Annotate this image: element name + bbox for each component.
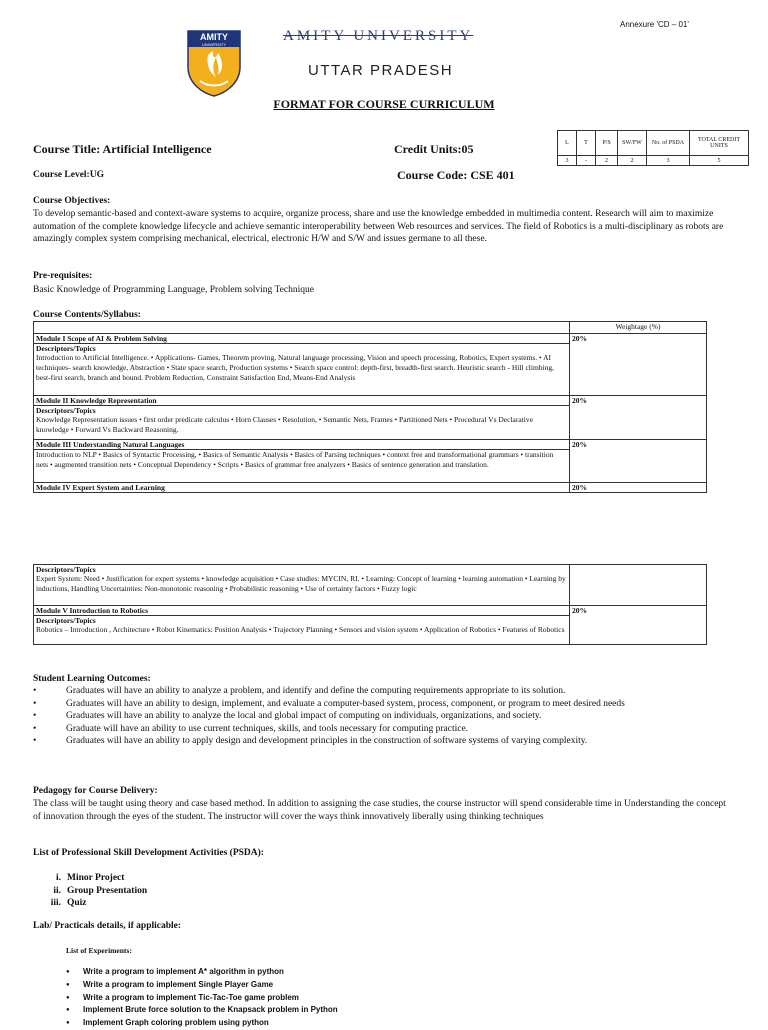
logo-text-top: AMITY bbox=[200, 32, 228, 42]
module-descriptors bbox=[34, 616, 570, 645]
module-weight: 20% bbox=[570, 440, 707, 483]
experiment-item: ● Implement Graph coloring problem using python bbox=[66, 1017, 338, 1030]
module-descriptors bbox=[34, 406, 570, 440]
credit-value: - bbox=[577, 156, 596, 166]
module-title: Module II Knowledge Representation bbox=[34, 396, 570, 406]
lab-subheading: List of Experiments: bbox=[66, 946, 132, 955]
syllabus-blank-cell bbox=[34, 322, 570, 334]
module-title: Module IV Expert System and Learning bbox=[34, 483, 570, 493]
module-topics: Expert System: Need • Justification for expert systems • knowledge acquisition • Case studies: MYCIN, RI. • Learning: Concept of learning • learning automation • Learning by inductions, Handling Uncertainties: Non-monotonic reasoning • Probabilistic reasoning • Use of certainty factors • Fuzzy logic bbox=[36, 574, 566, 593]
module-weight: 20% bbox=[570, 334, 707, 396]
syllabus-table-part2 bbox=[33, 564, 707, 645]
psda-item: i. Minor Project bbox=[55, 873, 125, 883]
outcome-item: • Graduates will have an ability to design, implement, and evaluate a computer-based system, process, component, or program to meet desired needs bbox=[33, 698, 743, 711]
credit-value: 2 bbox=[596, 156, 618, 166]
pedagogy-text: The class will be taught using theory and case based method. In addition to assigning the case studies, the course instructor will spend considerable time in Understanding the concept of innovation through the eyes of the student. The instructor will cover the ways think innovatively liberally using thinking techniques bbox=[33, 799, 726, 822]
descriptors-label: Descriptors/Topics bbox=[36, 344, 96, 353]
psda-list bbox=[33, 872, 147, 910]
annexure-label: Annexure 'CD – 01' bbox=[620, 20, 689, 29]
syllabus-blank-cell bbox=[570, 565, 707, 606]
syllabus-table-part1 bbox=[33, 321, 707, 493]
module-title: Module V Introduction to Robotics bbox=[34, 606, 570, 616]
experiment-item: ● Write a program to implement Single Player Game bbox=[66, 979, 338, 992]
module-topics: Robotics – Introduction , Architecture • Robot Kinematics: Position Analysis • Trajectory Planning • Sensors and vision system • Application of Robotics • Features of Robotics bbox=[36, 625, 565, 634]
module-weight: 20% bbox=[570, 606, 707, 645]
psda-item: iii. Quiz bbox=[50, 898, 87, 908]
module-title: Module III Understanding Natural Languages bbox=[34, 440, 570, 450]
module-descriptors bbox=[34, 344, 570, 396]
experiment-item: ● Write a program to implement A* algorithm in python bbox=[66, 966, 338, 979]
course-code: Course Code: CSE 401 bbox=[397, 168, 515, 182]
pedagogy-heading: Pedagogy for Course Delivery: bbox=[33, 786, 158, 796]
outcome-item: • Graduates will have an ability to analyze the local and global impact of computing on individuals, organizations, and society. bbox=[33, 710, 743, 723]
university-logo bbox=[186, 29, 242, 97]
format-title: FORMAT FOR COURSE CURRICULUM bbox=[273, 97, 495, 111]
experiments-list bbox=[66, 966, 338, 1030]
logo-text-sub: UNIVERSITY bbox=[201, 42, 226, 47]
prereq-text: Basic Knowledge of Programming Language, Problem solving Technique bbox=[33, 285, 314, 295]
module-descriptors bbox=[34, 450, 570, 483]
credit-header: L bbox=[558, 131, 577, 156]
module-weight: 20% bbox=[570, 483, 707, 493]
credit-units: Credit Units:05 bbox=[394, 142, 474, 156]
credit-value: 3 bbox=[647, 156, 690, 166]
course-level: Course Level:UG bbox=[33, 170, 104, 180]
outcomes-heading: Student Learning Outcomes: bbox=[33, 674, 151, 684]
module-topics: Introduction to NLP • Basics of Syntactic Processing, • Basics of Semantic Analysis • Basics of Parsing techniques • context free and transformational grammars • transition nets • augmented transition nets • Conceptual Dependency • Scripts • Basics of grammar free analyzers • Basics of sentence generation and translation. bbox=[36, 450, 554, 469]
credit-header: P/S bbox=[596, 131, 618, 156]
outcome-item: • Graduates will have an ability to analyze a problem, and identify and define the computing requirements appropriate to its solution. bbox=[33, 685, 743, 698]
credit-header: TOTAL CREDIT UNITS bbox=[690, 131, 749, 156]
psda-item: ii. Group Presentation bbox=[53, 885, 148, 896]
outcome-item: • Graduate will have an ability to use current techniques, skills, and tools necessary for computing practice. bbox=[33, 723, 743, 736]
experiment-item: ● Write a program to implement Tic-Tac-Toe game problem bbox=[66, 992, 338, 1005]
outcomes-list bbox=[33, 685, 743, 748]
credit-table bbox=[557, 130, 749, 166]
outcome-item: • Graduates will have an ability to apply design and development principles in the construction of software systems of varying complexity. bbox=[33, 735, 743, 748]
syllabus-heading: Course Contents/Syllabus: bbox=[33, 310, 141, 320]
experiment-item: ● Implement Brute force solution to the Knapsack problem in Python bbox=[66, 1004, 338, 1017]
weightage-header: Weightage (%) bbox=[570, 322, 707, 334]
descriptors-label: Descriptors/Topics bbox=[36, 565, 96, 574]
module-weight: 20% bbox=[570, 396, 707, 440]
objectives-text: To develop semantic-based and context-aware systems to acquire, organize process, share and use the knowledge embedded in multimedia content. Research will aim to maximize automation of the complete knowledge lifecycle and achieve semantic interoperability between Web resources and services. The field of Robotics is a multi-disciplinary as robots are amazingly complex system comprising mechanical, electrical, electronic H/W and S/W and issues germane to all these. bbox=[33, 209, 724, 244]
credit-value: 2 bbox=[618, 156, 647, 166]
credit-value: 3 bbox=[558, 156, 577, 166]
credit-value: 5 bbox=[690, 156, 749, 166]
credit-header: No. of PSDA bbox=[647, 131, 690, 156]
credit-header: T bbox=[577, 131, 596, 156]
university-state: UTTAR PRADESH bbox=[308, 62, 454, 79]
university-name: AMITY UNIVERSITY bbox=[283, 28, 474, 44]
objectives-heading: Course Objectives: bbox=[33, 196, 111, 206]
lab-heading: Lab/ Practicals details, if applicable: bbox=[33, 921, 182, 931]
psda-heading: List of Professional Skill Development Activities (PSDA): bbox=[33, 848, 264, 858]
module-topics: Introduction to Artificial Intelligence. • Applications- Games, Theorem proving, Natural language processing, Vision and speech processing, Robotics, Expert systems. • AI techniques- search knowledge, Abstraction • State space search, Production systems • Search space control: depth-first, breadth-first search. Heuristic search - Hill climbing, best-first search, branch and bound. Problem Reduction, Constraint Satisfaction End, Means-End Analysis bbox=[36, 353, 555, 382]
descriptors-label: Descriptors/Topics bbox=[36, 406, 96, 415]
module-topics: Knowledge Representation issues • first order predicate calculus • Horn Clauses • Resolution, • Semantic Nets, Frames • Partitioned Nets • Procedural Vs Declarative knowledge • Forward Vs Backward Reasoning. bbox=[36, 415, 533, 434]
module-descriptors bbox=[34, 565, 570, 606]
descriptors-label: Descriptors/Topics bbox=[36, 616, 96, 625]
course-title: Course Title: Artificial Intelligence bbox=[33, 142, 212, 156]
module-title: Module I Scope of AI & Problem Solving bbox=[34, 334, 570, 344]
credit-header: SW/FW bbox=[618, 131, 647, 156]
prereq-heading: Pre-requisites: bbox=[33, 271, 93, 281]
